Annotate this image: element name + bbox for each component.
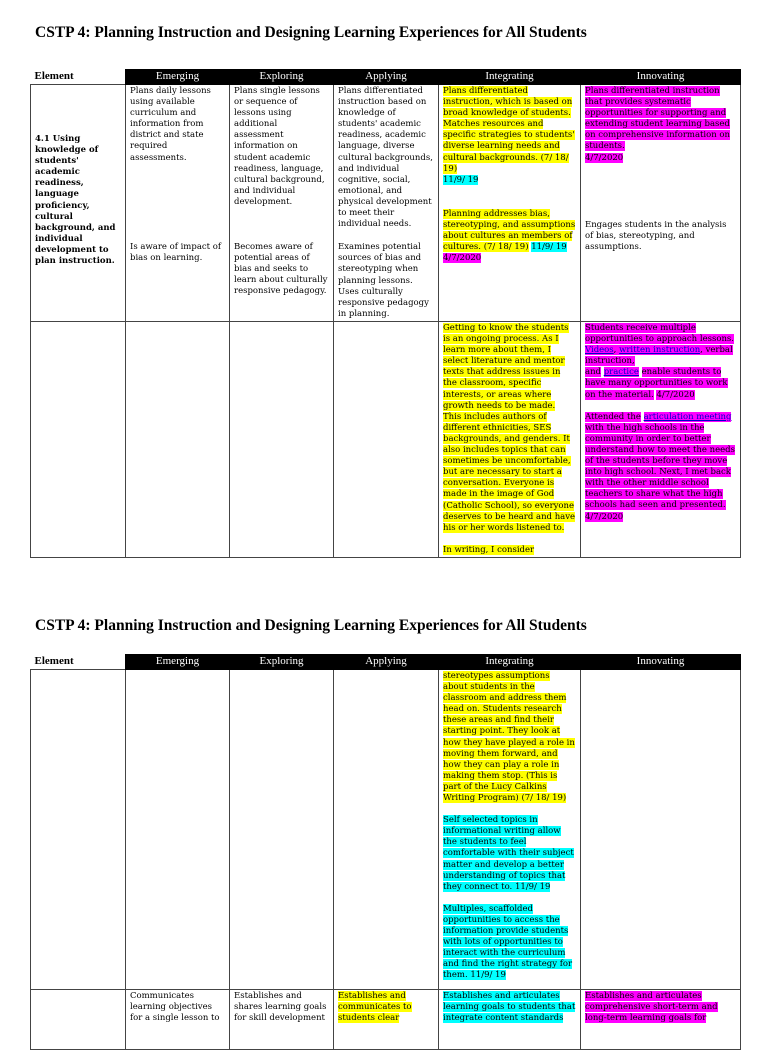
integrating-text: Self selected topics in informational writing allow the students to feel comfortable with their subject matter and develop a better understanding of topics that they connect to. 11/9/ 19 xyxy=(443,815,574,892)
column-header-applying: Applying xyxy=(334,70,439,85)
innovating-text: Students receive multiple opportunities to approach lessons. Videos, written instruction, verbal instruction, and practice enable students to have many opportunities to work on the material. 4/7/2020 xyxy=(585,323,734,400)
emerging-cell xyxy=(126,85,230,322)
table-row xyxy=(31,322,741,558)
emerging-text: Communicates learning objectives for a single lesson to xyxy=(130,991,220,1024)
element-cell xyxy=(31,85,126,322)
innovating-text: Establishes and articulates comprehensive short-term and long-term learning goals for xyxy=(585,991,718,1024)
element-cell xyxy=(31,990,126,1050)
practice-link[interactable]: practice xyxy=(603,367,639,378)
applying-text: Plans differentiated instruction based on knowledge of students' academic readiness, academic language, diverse cultural backgrounds, and individual cognitive, social, emotional, and physical development to meet their individual needs. xyxy=(338,86,433,230)
integrating-text: Plans differentiated instruction, which is based on broad knowledge of students. Matches resources and specific strategies to students' diverse learning needs and cultural backgrounds. (7/ 18/ 19) 11/9/ 19 xyxy=(443,86,575,185)
exploring-cell xyxy=(230,990,334,1050)
exploring-cell xyxy=(230,670,334,990)
innovating-cell xyxy=(581,670,741,990)
emerging-cell xyxy=(126,990,230,1050)
applying-cell xyxy=(334,85,439,322)
innovating-text: Attended the articulation meeting with the high schools in the community in order to better understand how to meet the needs of the students before they move into high school. Next, I met back with the other middle school teachers to share what the high schools had seen and presented. 4/7/2020 xyxy=(585,411,735,522)
table-header-row xyxy=(31,655,741,670)
innovating-cell xyxy=(581,990,741,1050)
emerging-cell xyxy=(126,322,230,558)
videos-link[interactable]: Videos xyxy=(585,345,614,356)
column-header-integrating: Integrating xyxy=(439,655,581,670)
applying-cell xyxy=(334,322,439,558)
column-header-exploring: Exploring xyxy=(230,655,334,670)
column-header-emerging: Emerging xyxy=(126,70,230,85)
table-row xyxy=(31,670,741,990)
element-cell xyxy=(31,670,126,990)
innovating-text: Plans differentiated instruction that provides systematic opportunities for supporting and extending student learning based on comprehensive information on students. 4/7/2020 xyxy=(585,86,731,163)
column-header-applying: Applying xyxy=(334,655,439,670)
column-header-emerging: Emerging xyxy=(126,655,230,670)
column-header-exploring: Exploring xyxy=(230,70,334,85)
innovating-cell xyxy=(581,85,741,322)
element-label: 4.1 Using knowledge of students' academic readiness, language proficiency, cultural background, and individual development to plan instruction. xyxy=(35,134,116,267)
integrating-cell xyxy=(439,670,581,990)
column-header-element: Element xyxy=(31,70,126,85)
table-row xyxy=(31,990,741,1050)
integrating-text: stereotypes assumptions about students in the classroom and address them head on. Students research these areas and find their starting point. They look at how they have played a role in moving them forward, and how they can play a role in making them stop. (This is part of the Lucy Calkins Writing Program) (7/ 18/ 19) xyxy=(443,671,575,804)
integrating-cell xyxy=(439,990,581,1050)
element-cell xyxy=(31,322,126,558)
table-row xyxy=(31,85,741,322)
emerging-text: Is aware of impact of bias on learning. xyxy=(130,241,222,263)
column-header-integrating: Integrating xyxy=(439,70,581,85)
integrating-text: Getting to know the students is an ongoing process. As I learn more about them, I select literature and mentor texts that address issues in the classroom, specific interests, or areas where growth needs to be made. This includes authors of different ethnicities, SES backgrounds, and genders. It also includes topics that can sometimes be uncomfortable, but are necessary to start a conversation. Everyone is made in the image of God (Catholic School), so everyone deserves to be heard and have his or her words listened to. xyxy=(443,323,576,533)
applying-text: Examines potential sources of bias and stereotyping when planning lessons. Uses culturally responsive pedagogy in planning. xyxy=(338,242,429,319)
applying-text: Establishes and communicates to students clear xyxy=(338,991,412,1024)
integrating-text: Planning addresses bias, stereotyping, and assumptions about cultures an members of cultures. (7/ 18/ 19) 11/9/ 19 4/7/2020 xyxy=(443,208,576,264)
applying-cell xyxy=(334,670,439,990)
column-header-element: Element xyxy=(31,655,126,670)
integrating-text: Multiples, scaffolded opportunities to access the information provide students with lots of opportunities to interact with the curriculum and find the right strategy for them. 11/9/ 19 xyxy=(443,903,573,981)
column-header-innovating: Innovating xyxy=(581,655,741,670)
rubric-table xyxy=(30,69,741,558)
exploring-text: Plans single lessons or sequence of lessons using additional assessment information on student academic readiness, language, cultural background, and individual development. xyxy=(234,86,325,207)
applying-cell xyxy=(334,990,439,1050)
exploring-cell xyxy=(230,85,334,322)
articulation-meeting-link[interactable]: articulation meeting xyxy=(643,411,732,422)
integrating-text: Establishes and articulates learning goals to students that integrate content standards xyxy=(443,991,576,1024)
column-header-innovating: Innovating xyxy=(581,70,741,85)
integrating-text: In writing, I consider xyxy=(443,544,535,555)
integrating-cell xyxy=(439,85,581,322)
innovating-cell xyxy=(581,322,741,558)
innovating-text: Engages students in the analysis of bias, stereotyping, and assumptions. xyxy=(585,219,727,252)
rubric-table xyxy=(30,654,741,1050)
exploring-text: Establishes and shares learning goals for skill development xyxy=(234,991,327,1024)
written-instruction-link[interactable]: written instruction xyxy=(619,345,701,356)
exploring-cell xyxy=(230,322,334,558)
page-title: CSTP 4: Planning Instruction and Designing Learning Experiences for All Students xyxy=(35,617,587,634)
exploring-text: Becomes aware of potential areas of bias and seeks to learn about culturally responsive pedagogy. xyxy=(234,242,328,297)
emerging-text: Plans daily lessons using available curriculum and information from district and state required assessments. xyxy=(130,86,211,163)
emerging-cell xyxy=(126,670,230,990)
integrating-cell xyxy=(439,322,581,558)
page-title: CSTP 4: Planning Instruction and Designing Learning Experiences for All Students xyxy=(35,24,587,41)
table-header-row xyxy=(31,70,741,85)
